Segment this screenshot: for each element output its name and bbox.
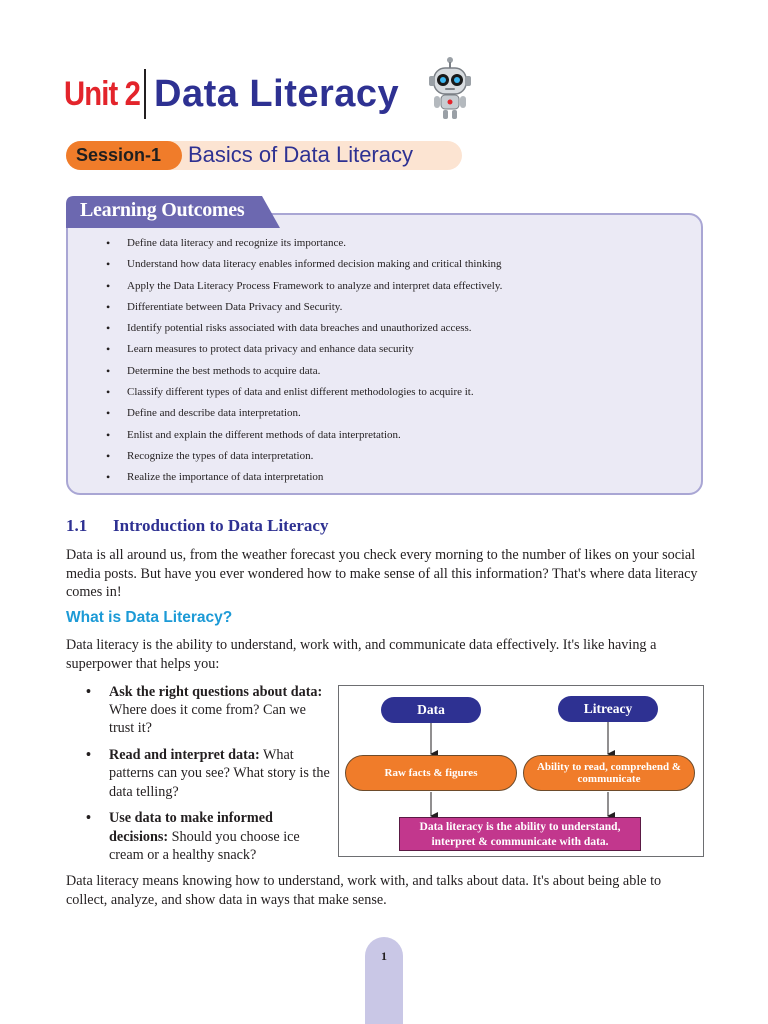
learning-outcomes-tab [66,196,280,228]
skill-item [86,809,330,864]
definition-paragraph: Data literacy is the ability to understand, work with, and communicate data effectively. It's like having a superpower that helps you: [66,637,657,672]
learning-outcomes-title: Learning Outcomes [80,199,245,221]
definition-result-box: Data literacy is the ability to understand, interpret & communicate with data. [399,817,641,851]
outcome-item: • Recognize the types of data interpretation. [106,446,502,467]
raw-facts-label: Raw facts & figures [384,767,478,779]
data-oval: Data [381,697,481,723]
outcome-item: • Determine the best methods to acquire data. [106,361,502,382]
skill-bold: Read and interpret data: [109,747,260,764]
section-number: 1.1 [66,516,88,535]
outcome-item: • Realize the importance of data interpretation [106,467,502,488]
learning-outcomes-list [106,233,502,489]
skill-text: What patterns can you see? What story is the data telling? [109,747,330,800]
outcome-item: • Identify potential risks associated with data breaches and unauthorized access. [106,318,502,339]
ability-box [523,755,695,791]
page-number-tab [365,937,403,1024]
section-heading [66,516,328,536]
outcome-item: • Learn measures to protect data privacy and enhance data security [106,339,502,360]
outcome-item: • Define data literacy and recognize its importance. [106,233,502,254]
skill-text: Should you choose ice cream or a healthy snack? [109,828,300,863]
unit-label: Unit 2 [64,74,141,113]
closing-paragraph: Data literacy means knowing how to understand, work with, and talks about data. It's about being able to collect, analyze, and show data in ways that make sense. [66,873,662,908]
skill-bold: Use data to make informed decisions: [109,810,273,845]
subheading: What is Data Literacy? [66,609,233,626]
unit-divider [144,69,146,119]
data-literacy-diagram [338,685,704,857]
page-number: 1 [381,949,387,963]
skill-bold: Ask the right questions about data: [109,684,323,700]
literacy-oval: Litreacy [558,696,658,722]
intro-paragraph: Data is all around us, from the weather forecast you check every morning to the number of likes on your social media posts. But have you ever wondered how to make sense of all this information? That's where data literacy comes in! [66,547,698,601]
outcome-item: • Differentiate between Data Privacy and Security. [106,297,502,318]
outcome-item: • Define and describe data interpretation. [106,403,502,424]
session-number: Session-1 [76,145,162,165]
unit-header [64,66,399,122]
outcome-item: • Understand how data literacy enables informed decision making and critical thinking [106,254,502,275]
unit-title: Data Literacy [154,72,400,115]
section-title: Introduction to Data Literacy [113,516,329,535]
session-tag [66,141,182,170]
session-title: Basics of Data Literacy [188,142,413,167]
outcome-item: • Apply the Data Literacy Process Framework to analyze and interpret data effectively. [106,276,502,297]
skills-list [86,683,330,873]
skill-item [86,683,330,738]
robot-icon [428,56,472,120]
raw-facts-box [345,755,517,791]
outcome-item: • Classify different types of data and enlist different methodologies to acquire it. [106,382,502,403]
outcome-item: • Enlist and explain the different methods of data interpretation. [106,425,502,446]
skill-text: Where does it come from? Can we trust it? [109,702,306,737]
session-banner [66,141,462,170]
skill-item [86,746,330,801]
ability-label: Ability to read, comprehend & communicate [536,761,682,785]
